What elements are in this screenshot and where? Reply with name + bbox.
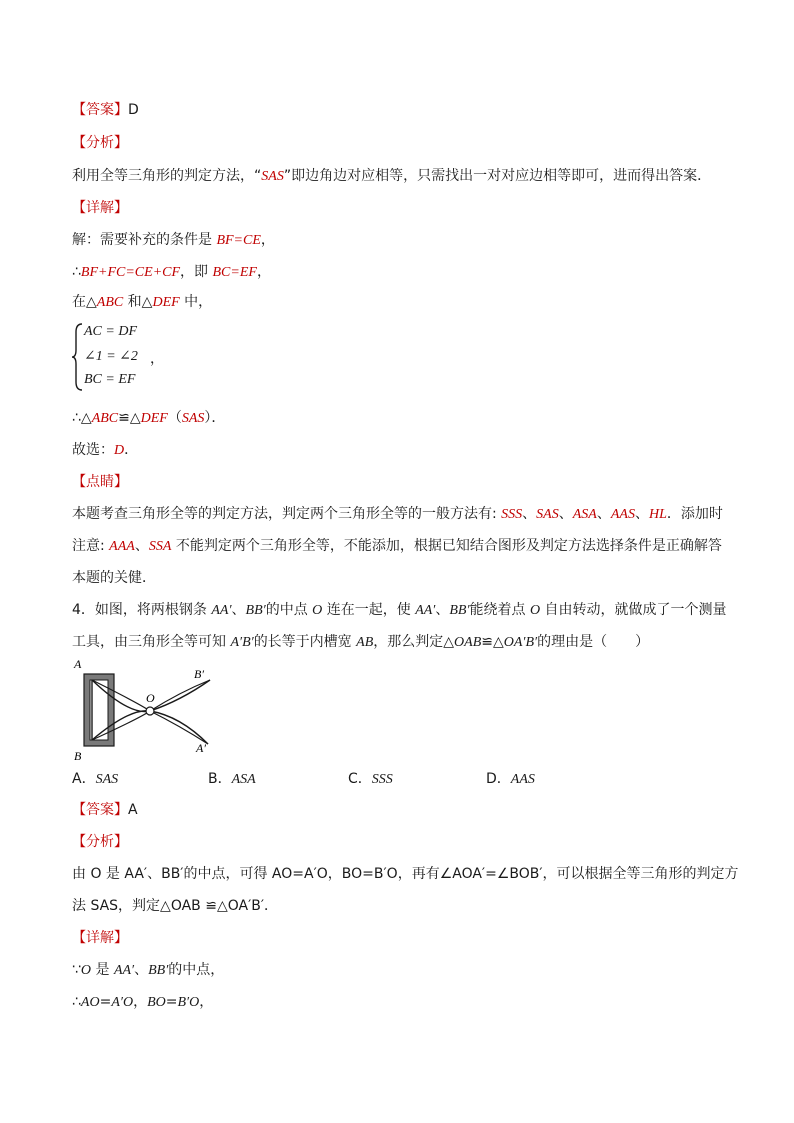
math: SAS — [181, 411, 205, 426]
analysis-text-b: ”即边角边对应相等，只需找出一对对应边相等即可，进而得出答案． — [283, 168, 712, 184]
text: 和△ — [123, 294, 153, 310]
label-b-prime: B′ — [194, 667, 204, 681]
text: ， — [133, 994, 148, 1010]
option-c — [348, 768, 393, 788]
text: 不能判定两个三角形全等，不能添加，根据已知结合图形及判定方法选择条件是正确解答 — [171, 538, 722, 554]
math: BF+FC=CE+CF — [80, 265, 181, 280]
detail1-line-1 — [72, 230, 275, 251]
math: SSA — [148, 539, 172, 554]
text: 能绕着点 — [469, 602, 530, 618]
text: ≌△ — [118, 410, 141, 426]
math: AAA — [109, 539, 135, 554]
text: 、 — [134, 538, 149, 554]
math: ABC — [96, 295, 124, 310]
math: AAS — [610, 507, 635, 522]
math: B′O — [177, 995, 200, 1010]
math: AA′ — [211, 603, 232, 618]
text: 、 — [634, 506, 649, 522]
text: 、 — [435, 602, 450, 618]
math: ASA — [572, 507, 597, 522]
system-eq-2: ∠1 = ∠2 — [84, 349, 138, 364]
text: 、 — [134, 962, 149, 978]
q4-line-1 — [72, 600, 727, 621]
equation-system — [72, 322, 192, 392]
analysis-text-a: 利用全等三角形的判定方法，“ — [72, 168, 262, 184]
analysis-sas: SAS — [261, 169, 284, 184]
math: ABC — [91, 411, 119, 426]
text: ， — [199, 994, 214, 1010]
text: 是 — [91, 962, 114, 978]
math: A′B′ — [230, 635, 254, 650]
analysis2-line-1: 由 O 是 AA′、BB′的中点，可得 AO=A′O，BO=B′O，再有∠AOA′=∠BOB′，可以根据全等三角形的判定方 — [72, 866, 739, 882]
label-o: O — [146, 691, 155, 705]
math: OA′B′ — [503, 635, 538, 650]
because-symbol: ∵ — [72, 962, 81, 978]
detail2-line-1 — [72, 960, 224, 981]
math: AO — [80, 995, 100, 1010]
label-b: B — [74, 749, 82, 763]
math: O — [80, 963, 92, 978]
text: 的中点 — [265, 602, 313, 618]
text: ．添加时 — [666, 506, 723, 522]
text: = — [165, 994, 178, 1010]
system-comma: ， — [150, 352, 164, 367]
label-a: A — [74, 657, 82, 671]
text: ≌△ — [481, 634, 504, 650]
text: 解：需要补充的条件是 — [72, 232, 217, 248]
text: ， — [260, 232, 275, 248]
math: OAB — [454, 635, 482, 650]
math: A′O — [111, 995, 134, 1010]
answer-value: D — [128, 102, 139, 118]
text: 工具，由三角形全等可知 — [72, 634, 231, 650]
text: = — [99, 994, 112, 1010]
text: ，那么判定△ — [373, 634, 455, 650]
system-eq-3: BC = EF — [84, 372, 136, 387]
label-a-prime: A′ — [196, 741, 206, 755]
text: ，即 — [180, 264, 213, 280]
option-b — [208, 768, 256, 788]
text: 、 — [522, 506, 537, 522]
text: 、 — [558, 506, 573, 522]
math: BO — [147, 995, 166, 1010]
answer-line-2 — [72, 800, 138, 820]
math: DEF — [140, 411, 168, 426]
option-value: AAS — [510, 772, 535, 787]
text: 注意: — [72, 538, 110, 554]
left-brace-icon — [72, 322, 84, 392]
text: （ — [167, 410, 182, 426]
therefore-symbol: ∴ — [72, 994, 81, 1010]
text: 的理由是（ ） — [537, 634, 650, 650]
math: BB′ — [449, 603, 470, 618]
option-letter: A． — [72, 771, 96, 787]
math: HL — [648, 507, 667, 522]
math: O — [312, 603, 323, 618]
text: 在△ — [72, 294, 97, 310]
math: AB — [356, 635, 374, 650]
text: 本题考查三角形全等的判定方法，判定两个三角形全等的一般方法有: — [72, 506, 502, 522]
option-letter: B． — [208, 771, 232, 787]
analysis2-line-2: 法 SAS，判定△OAB ≌△OA′B′． — [72, 898, 279, 914]
math: DEF — [152, 295, 180, 310]
option-letter: C． — [348, 771, 372, 787]
point1-line-1 — [72, 504, 723, 525]
answer-value: A — [128, 802, 138, 818]
text: 自由转动，就做成了一个测量 — [540, 602, 727, 618]
option-value: SAS — [95, 772, 119, 787]
option-value: SSS — [371, 772, 393, 787]
analysis-tag-2: 【分析】 — [72, 834, 128, 850]
math: D — [114, 443, 125, 458]
text: 连在一起，使 — [322, 602, 416, 618]
math: O — [529, 603, 541, 618]
text: 故选： — [72, 442, 114, 458]
math: SSS — [501, 507, 523, 522]
detail-tag-1: 【详解】 — [72, 200, 128, 216]
detail1-line-4 — [72, 408, 225, 429]
answer-tag: 【答案】 — [72, 102, 128, 118]
text: 的中点， — [168, 962, 225, 978]
option-value: ASA — [231, 772, 256, 787]
q4-line-2 — [72, 632, 649, 653]
analysis-tag-1: 【分析】 — [72, 135, 128, 151]
math: SAS — [536, 507, 559, 522]
text: 中， — [179, 294, 213, 310]
detail1-line-2 — [72, 262, 271, 283]
text: ∴△ — [72, 410, 92, 426]
point1-line-2 — [72, 536, 722, 557]
measuring-tool-figure — [70, 656, 220, 766]
detail1-line-5 — [72, 440, 138, 461]
answer-line-1 — [72, 100, 139, 120]
math: AA′ — [113, 963, 135, 978]
math: BB′ — [245, 603, 266, 618]
option-letter: D． — [486, 771, 511, 787]
option-a — [72, 768, 118, 788]
math: BB′ — [148, 963, 169, 978]
text: 、 — [596, 506, 611, 522]
text: 的长等于内槽宽 — [253, 634, 357, 650]
text: 4．如图，将两根钢条 — [72, 602, 212, 618]
text: ． — [124, 442, 139, 458]
math: AA′ — [415, 603, 436, 618]
math: BC=EF — [212, 265, 257, 280]
point1-line-3: 本题的关健． — [72, 570, 156, 586]
math: BF=CE — [216, 233, 261, 248]
answer-tag: 【答案】 — [72, 802, 128, 818]
detail-tag-2: 【详解】 — [72, 930, 128, 946]
text: 、 — [231, 602, 246, 618]
detail2-line-2 — [72, 992, 213, 1013]
text: ， — [256, 264, 271, 280]
therefore-symbol: ∴ — [72, 264, 81, 280]
option-d — [486, 768, 535, 788]
system-eq-1: AC = DF — [84, 324, 137, 339]
point-tag-1: 【点睛】 — [72, 474, 128, 490]
detail1-line-3 — [72, 292, 212, 313]
pivot-o — [146, 707, 154, 715]
text: ）． — [204, 410, 226, 426]
analysis-text-1 — [72, 166, 711, 187]
